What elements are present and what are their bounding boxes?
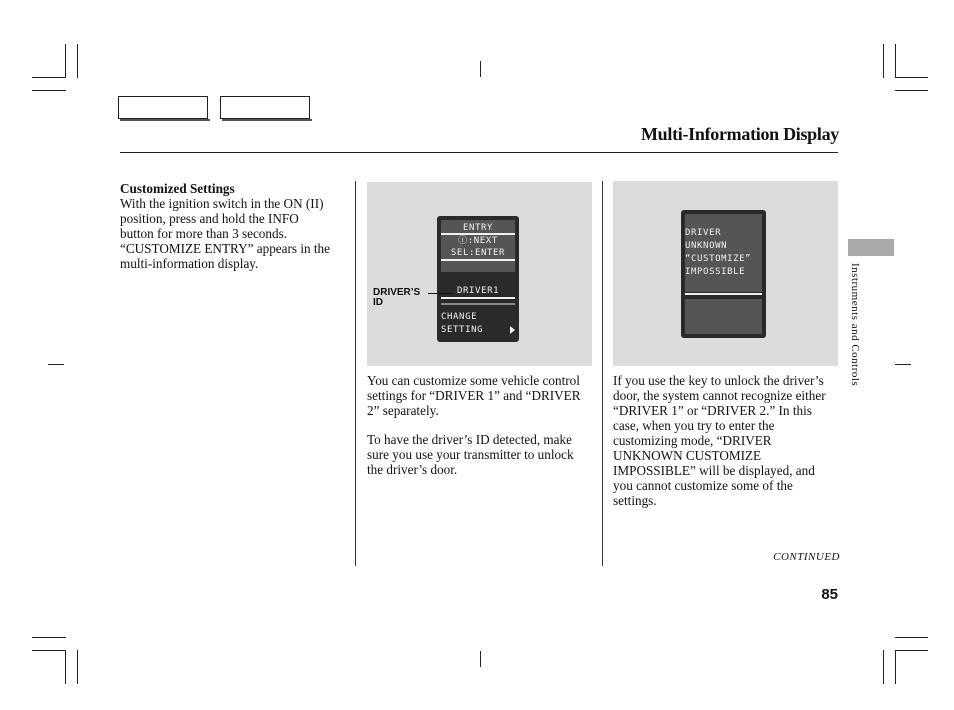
middle-paragraph-1: You can customize some vehicle control settings for “DRIVER 1” and “DRIVER 2” separately. xyxy=(367,373,581,418)
middle-column xyxy=(367,373,592,491)
lcd-line-sel-enter: SEL:ENTER xyxy=(450,248,506,258)
figure-driver-unknown xyxy=(613,181,838,366)
lcd-line-setting: SETTING xyxy=(441,325,484,335)
section-heading: Customized Settings xyxy=(120,181,235,196)
lcd-line-customize: “CUSTOMIZE” xyxy=(685,254,752,264)
section-tab[interactable] xyxy=(848,239,894,256)
drivers-id-callout: DRIVER’S ID xyxy=(373,287,421,308)
callout-leader-line xyxy=(428,293,453,294)
nav-box-table-of-contents[interactable] xyxy=(220,96,310,119)
left-column xyxy=(120,181,332,271)
lcd-line-entry: ENTRY xyxy=(462,223,494,233)
page-title: Multi-Information Display xyxy=(640,124,839,144)
continued-label: CONTINUED xyxy=(773,551,840,563)
section-side-label: Instruments and Controls xyxy=(849,263,861,387)
column-divider-right xyxy=(602,181,603,566)
section-body: With the ignition switch in the ON (II) position, press and hold the INFO button for more than 3 seconds. “CUSTOMIZE ENTRY” appears in the multi-information display. xyxy=(120,196,330,271)
title-rule xyxy=(120,152,838,153)
arrow-right-icon xyxy=(510,326,515,334)
middle-paragraph-2: To have the driver’s ID detected, make sure you use your transmitter to unlock the driver’s door. xyxy=(367,432,574,477)
right-paragraph-1: If you use the key to unlock the driver’s door, the system cannot recognize either “DRIVER 1” or “DRIVER 2.” In this case, when you try to enter the customizing mode, “DRIVER UNKNOWN CUSTOMIZE IMPOSSIBLE” will be displayed, and you cannot customize some of the settings. xyxy=(613,373,826,508)
lcd-line-impossible: IMPOSSIBLE xyxy=(685,267,746,277)
column-divider-left xyxy=(355,181,356,566)
nav-box-main-menu[interactable] xyxy=(118,96,208,119)
lcd-line-driver: DRIVER xyxy=(685,228,722,238)
figure-customize-entry xyxy=(367,182,592,366)
right-column xyxy=(613,373,837,522)
lcd-line-next: ⓘ:NEXT xyxy=(458,236,498,246)
lcd-line-change: CHANGE xyxy=(441,312,478,322)
lcd-display-driver-unknown xyxy=(681,210,766,338)
page-number: 85 xyxy=(821,586,838,603)
lcd-display-entry xyxy=(437,216,519,342)
lcd-line-driver1: DRIVER1 xyxy=(457,286,500,296)
lcd-line-unknown: UNKNOWN xyxy=(685,241,728,251)
